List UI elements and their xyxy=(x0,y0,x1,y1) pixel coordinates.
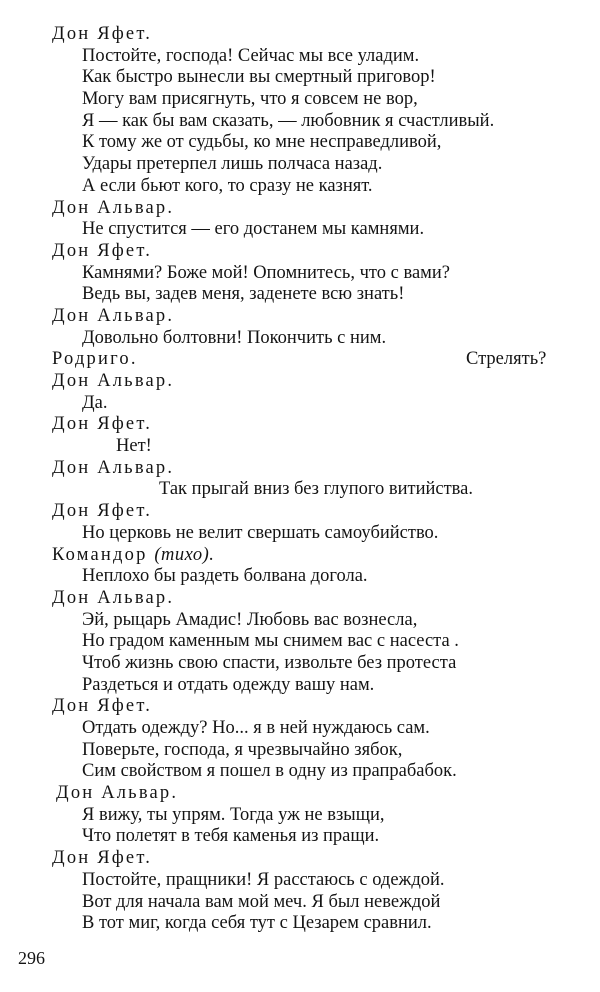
speaker-name: Командор xyxy=(52,544,148,565)
verse-line: Не спустится — его достанем мы камнями. xyxy=(82,219,425,240)
speaker-name: Дон Яфет. xyxy=(52,24,153,44)
verse-line: Чтоб жизнь свою спасти, извольте без протеста xyxy=(82,652,457,673)
speaker-name: Дон Альвар. xyxy=(52,197,175,218)
speaker-line-with-stage-direction xyxy=(0,545,600,567)
verse-line: Но церковь не велит свершать самоубийство. xyxy=(82,522,439,543)
verse-line: Ведь вы, задев меня, заденете всю знать! xyxy=(82,284,405,305)
page-number: 296 xyxy=(18,948,45,968)
verse-line: А если бьют кого, то сразу не казнят. xyxy=(82,175,373,196)
verse-line: Поверьте, господа, я чрезвычайно зябок, xyxy=(82,739,403,760)
verse-line: Я — как бы вам сказать, — любовник я счастливый. xyxy=(82,110,495,131)
speaker-name: Дон Яфет. xyxy=(52,414,153,435)
verse-line: К тому же от судьбы, ко мне несправедливой, xyxy=(82,132,442,153)
speaker-name: Дон Яфет. xyxy=(52,848,153,869)
verse-line: Так прыгай вниз без глупого витийства. xyxy=(159,479,474,500)
verse-line: Нет! xyxy=(116,436,152,457)
play-text xyxy=(0,24,600,935)
verse-line: В тот миг, когда себя тут с Цезарем сравнил. xyxy=(82,913,432,934)
speaker-name: Дон Альвар. xyxy=(52,457,175,478)
speaker-name: Дон Яфет. xyxy=(52,240,153,261)
verse-line: Отдать одежду? Но... я в ней нуждаюсь сам. xyxy=(82,718,430,738)
verse-line: Постойте, господа! Сейчас мы все уладим. xyxy=(82,45,420,66)
right-cue: Стрелять? xyxy=(466,349,547,370)
speaker-name: Дон Альвар. xyxy=(52,587,175,608)
verse-line: Эй, рыцарь Амадис! Любовь вас вознесла, xyxy=(82,609,418,630)
verse-line: Да. xyxy=(82,392,108,413)
verse-line: Но градом каменным мы снимем вас с насеста . xyxy=(82,631,459,652)
verse-line: Что полетят в тебя каменья из пращи. xyxy=(82,826,380,847)
verse-line: Сим свойством я пошел в одну из прапрабабок. xyxy=(82,761,457,782)
verse-line: Могу вам присягнуть, что я совсем не вор, xyxy=(82,89,418,110)
speaker-name: Дон Яфет. xyxy=(52,696,153,717)
speaker-name: Дон Альвар. xyxy=(52,371,175,391)
verse-line: Довольно болтовни! Покончить с ним. xyxy=(82,327,387,348)
verse-line: Неплохо бы раздеть болвана догола. xyxy=(82,566,368,587)
verse-line: Постойте, пращники! Я расстаюсь с одеждой. xyxy=(82,869,445,890)
verse-line: Раздеться и отдать одежду вашу нам. xyxy=(82,674,375,695)
verse-line: Удары претерпел лишь полчаса назад. xyxy=(82,154,383,175)
verse-line: Как быстро вынесли вы смертный приговор! xyxy=(82,67,436,88)
speaker-name: Дон Яфет. xyxy=(52,501,153,522)
verse-line: Камнями? Боже мой! Опомнитесь, что с вами? xyxy=(82,262,450,283)
speaker-name: Дон Альвар. xyxy=(52,305,175,326)
speaker-line-with-cue xyxy=(0,349,600,371)
verse-line: Я вижу, ты упрям. Тогда уж не взыщи, xyxy=(82,804,385,825)
stage-direction: (тихо). xyxy=(154,544,215,565)
verse-line: Вот для начала вам мой меч. Я был невеждой xyxy=(82,891,441,912)
speaker-name: Дон Альвар. xyxy=(56,783,179,804)
speaker-name: Родриго. xyxy=(52,349,138,370)
